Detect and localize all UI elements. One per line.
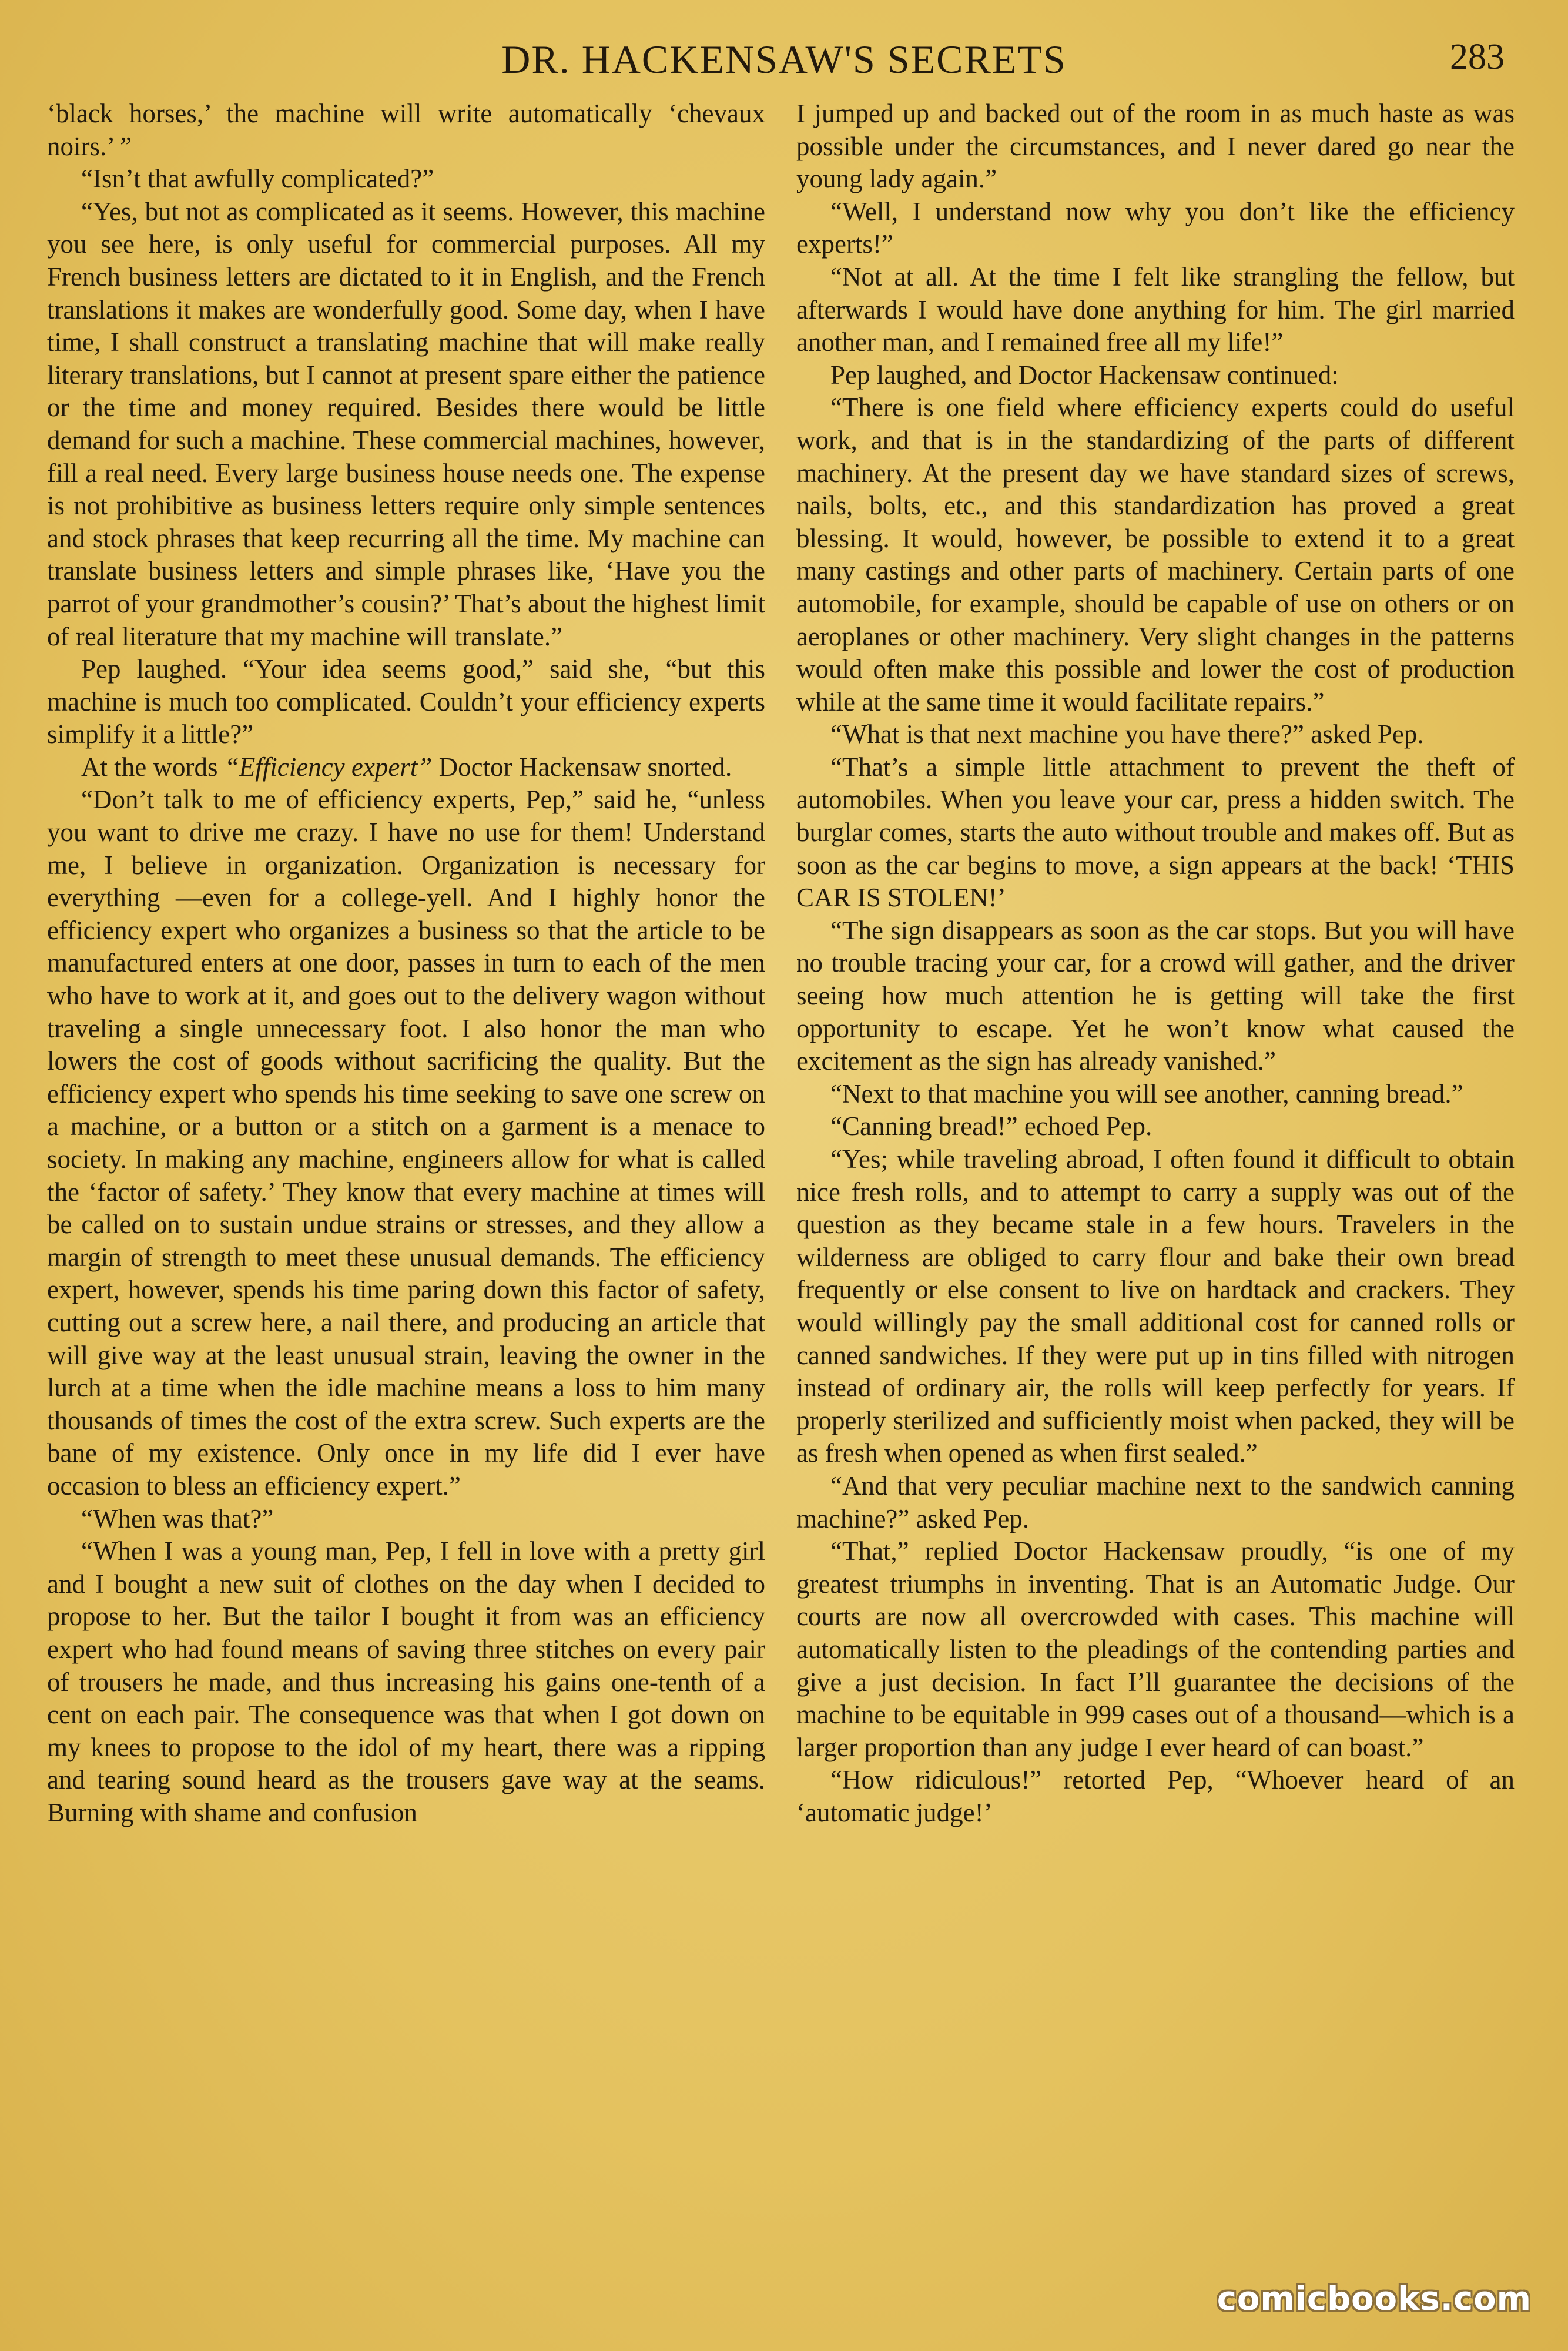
paragraph: “Yes; while traveling abroad, I often found it difficult to obtain nice fresh rolls, and to attempt to carry a supply was out of the question as they became stale in a few hours. Travelers in the wilderness are obliged to carry flour and bake their own bread frequently or else consent to live on hardtack and crackers. They would willingly pay the small additional cost for canned rolls or canned sandwiches. If they were put up in tins filled with nitrogen instead of ordinary air, the rolls will keep perfectly for years. If properly sterilized and sufficiently moist when packed, they will be as fresh when opened as when first sealed.” [796,1144,1515,1468]
page-number: 283 [1450,37,1505,77]
paragraph: “The sign disappears as soon as the car stops. But you will have no trouble tracing your car, for a crowd will gather, and the driver seeing how much attention he is getting will take the first opportunity to escape. Yet he won’t know what caused the excitement as the sign has already vanished.” [796,915,1515,1076]
paragraph: Pep laughed. “Your idea seems good,” said she, “but this machine is much too complicated. Couldn’t your efficiency experts simplify it a little?” [47,654,765,749]
paragraph: “Next to that machine you will see another, canning bread.” [830,1079,1463,1108]
emphasis-text: “Efficiency expert” [224,752,433,782]
running-header [0,36,1568,83]
paragraph: “Not at all. At the time I felt like strangling the fellow, but afterwards I would have done anything for him. The girl married another man, and I remained free all my life!” [796,262,1515,357]
paragraph: “There is one field where efficiency experts could do useful work, and that is in the standardizing of the parts of different machinery. At the present day we have standard sizes of screws, nails, bolts, etc., and this standardization has proved a great blessing. It would, however, be possible to extend it to a great many castings and other parts of machinery. Certain parts of one automobile, for example, should be capable of use on others or on aeroplanes or other machinery. Very slight changes in the patterns would often make this possible and lower the cost of production while at the same time it would facilitate repairs.” [796,393,1515,716]
paragraph: “How ridiculous!” retorted Pep, “Whoever heard of an ‘automatic judge!’ [796,1765,1515,1827]
paragraph: “Yes, but not as complicated as it seems. However, this machine you see here, is only useful for commercial purposes. All my French business letters are dictated to it in English, and the French translations it makes are wonderfully good. Some day, when I have time, I shall construct a translating machine that will make really literary translations, but I cannot at present spare either the patience or the time and money required. Besides there would be little demand for such a machine. These commercial machines, however, fill a real need. Every large business house needs one. The expense is not prohibitive as business letters require only simple sentences and stock phrases that keep recurring all the time. My machine can translate business letters and simple phrases like, ‘Have you the parrot of your grandmother’s cousin?’ That’s about the highest limit of real literature that my machine will translate.” [47,196,765,651]
site-watermark: comicbooks.com [1217,2280,1532,2318]
paragraph: “Don’t talk to me of efficiency experts, Pep,” said he, “unless you want to drive me crazy. I have no use for them! Understand me, I believe in organization. Organization is necessary for everything —even for a college-yell. And I highly honor the efficiency expert who organizes a business so that the article to be manufactured enters at one door, passes in turn to each of the men who have to work at it, and goes out to the delivery wagon without traveling a single unnecessary foot. I also honor the man who lowers the cost of goods without sacrificing the quality. But the efficiency expert who spends his time seeking to save one screw on a machine, or a button or a stitch on a garment is a menace to society. In making any machine, engineers allow for what is called the ‘factor of safety.’ They know that every machine at times will be called on to sustain undue strains or stresses, and they allow a margin of strength to meet these unusual demands. The efficiency expert, however, spends his time paring down this factor of safety, cutting out a screw here, a nail there, and producing an article that will give way at the least unusual strain, leaving the owner in the lurch at a time when the idle machine means a loss to him many thousands of times the cost of the extra screw. Such experts are the bane of my existence. Only once in my life did I ever have occasion to bless an efficiency expert.” [47,785,765,1501]
paragraph: “Isn’t that awfully complicated?” [81,164,434,194]
paragraph-text: Doctor Hackensaw snorted. [432,752,732,782]
paragraph: “That,” replied Doctor Hackensaw proudly, “is one of my greatest triumphs in inventing. That is an Automatic Judge. Our courts are now all overcrowded with cases. This machine will automatically listen to the pleadings of the contending parties and give a just decision. In fact I’ll guarantee the decisions of the machine to be equitable in 999 cases out of a thousand—which is a larger proportion than any judge I ever heard of can boast.” [796,1536,1515,1762]
right-column [796,98,1515,2331]
paragraph: Pep laughed, and Doctor Hackensaw continued: [830,360,1339,390]
paragraph: “When was that?” [81,1503,274,1533]
paragraph: “Well, I understand now why you don’t like the efficiency experts!” [796,196,1515,259]
page-title: DR. HACKENSAW'S SECRETS [501,37,1067,82]
paragraph-text: At the words [81,752,225,782]
paragraph: I jumped up and backed out of the room in as much haste as was possible under the circumstances, and I never dared go near the young lady again.” [796,99,1515,194]
paragraph: “And that very peculiar machine next to the sandwich canning machine?” asked Pep. [796,1471,1515,1533]
paragraph [47,751,765,784]
paragraph: ‘black horses,’ the machine will write automatically ‘chevaux noirs.’ ” [47,99,765,161]
paragraph: “That’s a simple little attachment to prevent the theft of automobiles. When you leave your car, press a hidden switch. The burglar comes, starts the auto without trouble and makes off. But as soon as the car begins to move, a sign appears at the back! ‘THIS CAR IS STOLEN!’ [796,752,1515,913]
paragraph: “What is that next machine you have there?” asked Pep. [830,719,1424,749]
left-column [47,98,765,2331]
paragraph: “When I was a young man, Pep, I fell in love with a pretty girl and I bought a new suit of clothes on the day when I decided to propose to her. But the tailor I bought it from was an efficiency expert who had found means of saving three stitches on every pair of trousers he made, and thus increasing his gains one-tenth of a cent on each pair. The consequence was that when I got down on my knees to propose to the idol of my heart, there was a ripping and tearing sound heard as the trousers gave way at the seams. Burning with shame and confusion [47,1536,765,1827]
paragraph: “Canning bread!” echoed Pep. [830,1111,1152,1141]
